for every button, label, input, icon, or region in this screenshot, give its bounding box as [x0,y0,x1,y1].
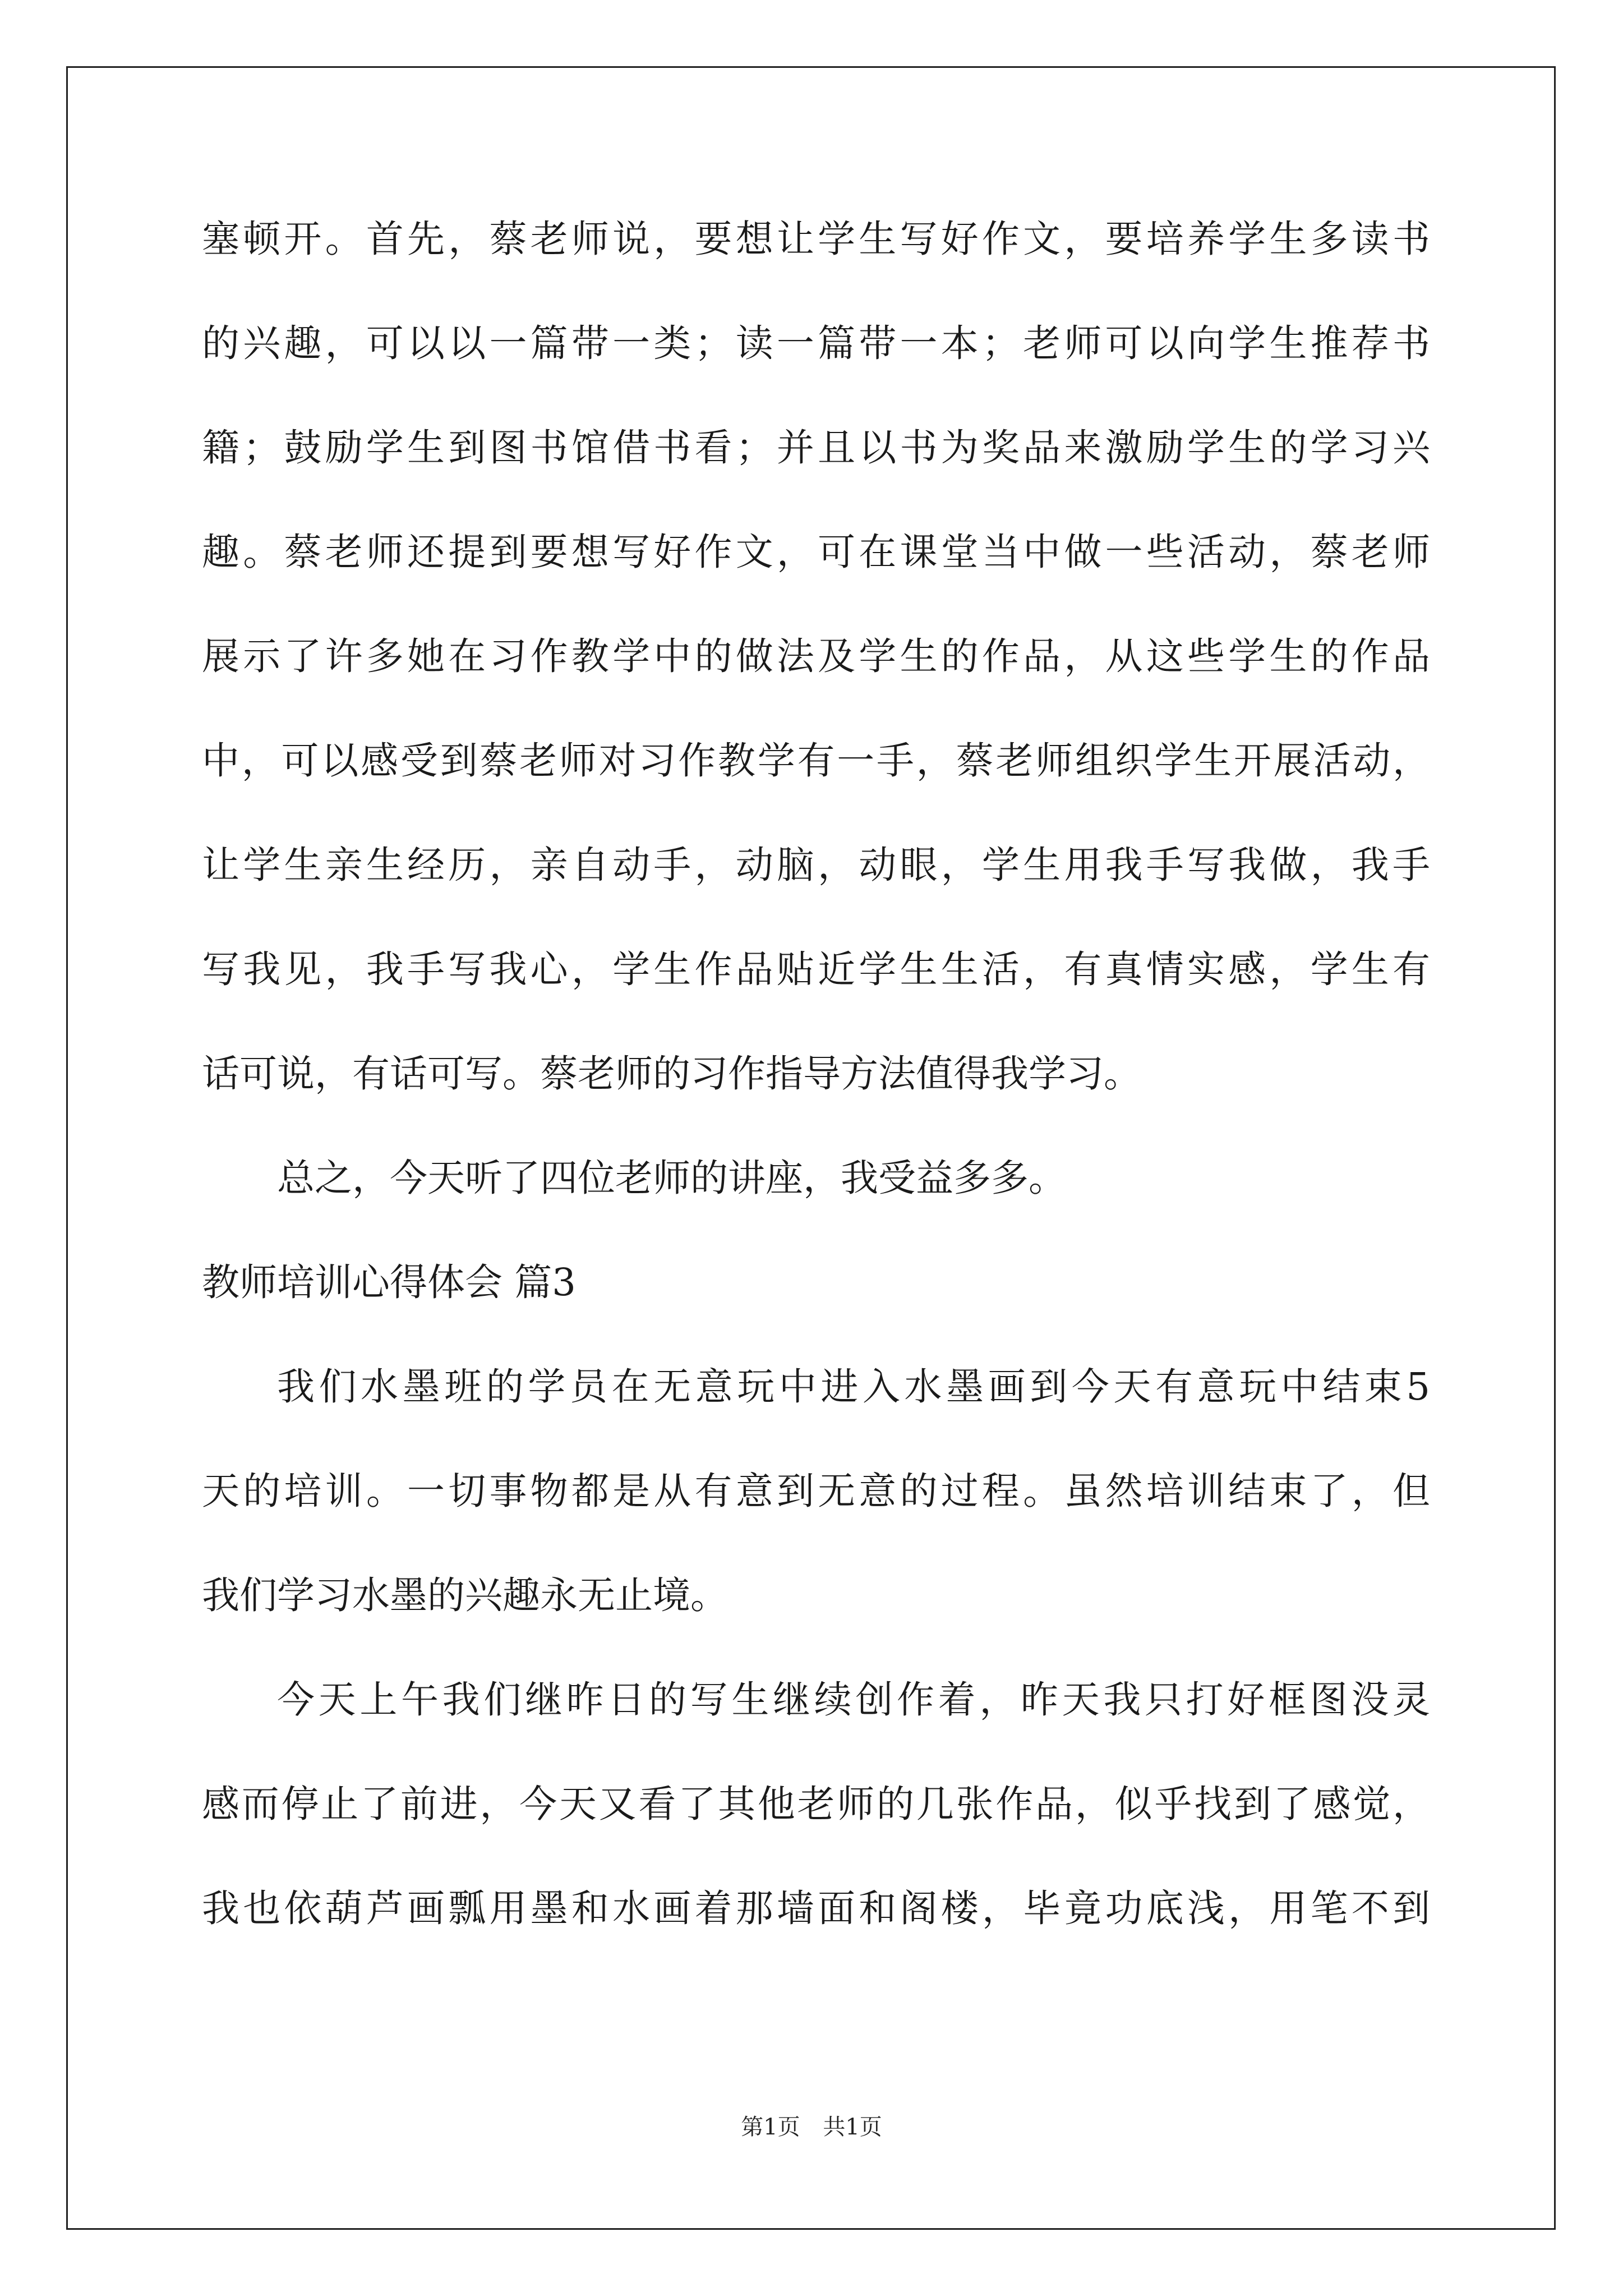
page-total: 共1页 [823,2114,882,2140]
text-line: 趣。蔡老师还提到要想写好作文，可在课堂当中做一些活动，蔡老师 [202,530,1430,574]
text-line: 我们学习水墨的兴趣永无止境。 [202,1573,728,1617]
section-heading: 教师培训心得体会 篇3 [202,1260,576,1304]
text-line: 今天上午我们继昨日的写生继续创作着，昨天我只打好框图没灵 [277,1678,1430,1722]
text-line: 塞顿开。首先，蔡老师说，要想让学生写好作文，要培养学生多读书 [202,217,1430,261]
page-number: 第1页 [741,2114,800,2140]
text-line: 天的培训。一切事物都是从有意到无意的过程。虽然培训结束了，但 [202,1469,1430,1513]
text-line: 话可说，有话可写。蔡老师的习作指导方法值得我学习。 [202,1052,1141,1096]
text-line: 我们水墨班的学员在无意玩中进入水墨画到今天有意玩中结束5 [277,1365,1430,1409]
text-line: 我也依葫芦画瓢用墨和水画着那墙面和阁楼，毕竟功底浅，用笔不到 [202,1887,1430,1930]
text-line: 让学生亲生经历，亲自动手，动脑，动眼，学生用我手写我做，我手 [202,843,1430,887]
document-body [202,218,1430,1991]
text-line: 总之，今天听了四位老师的讲座，我受益多多。 [277,1156,1066,1200]
text-line: 展示了许多她在习作教学中的做法及学生的作品，从这些学生的作品 [202,634,1430,678]
text-line: 写我见，我手写我心，学生作品贴近学生生活，有真情实感，学生有 [202,947,1430,991]
page-footer [0,2114,1623,2141]
text-line: 感而停止了前进，今天又看了其他老师的几张作品，似乎找到了感觉， [202,1782,1430,1826]
text-line: 籍；鼓励学生到图书馆借书看；并且以书为奖品来激励学生的学习兴 [202,426,1430,470]
text-line: 中，可以感受到蔡老师对习作教学有一手，蔡老师组织学生开展活动， [202,739,1430,783]
text-line: 的兴趣，可以以一篇带一类；读一篇带一本；老师可以向学生推荐书 [202,321,1430,365]
